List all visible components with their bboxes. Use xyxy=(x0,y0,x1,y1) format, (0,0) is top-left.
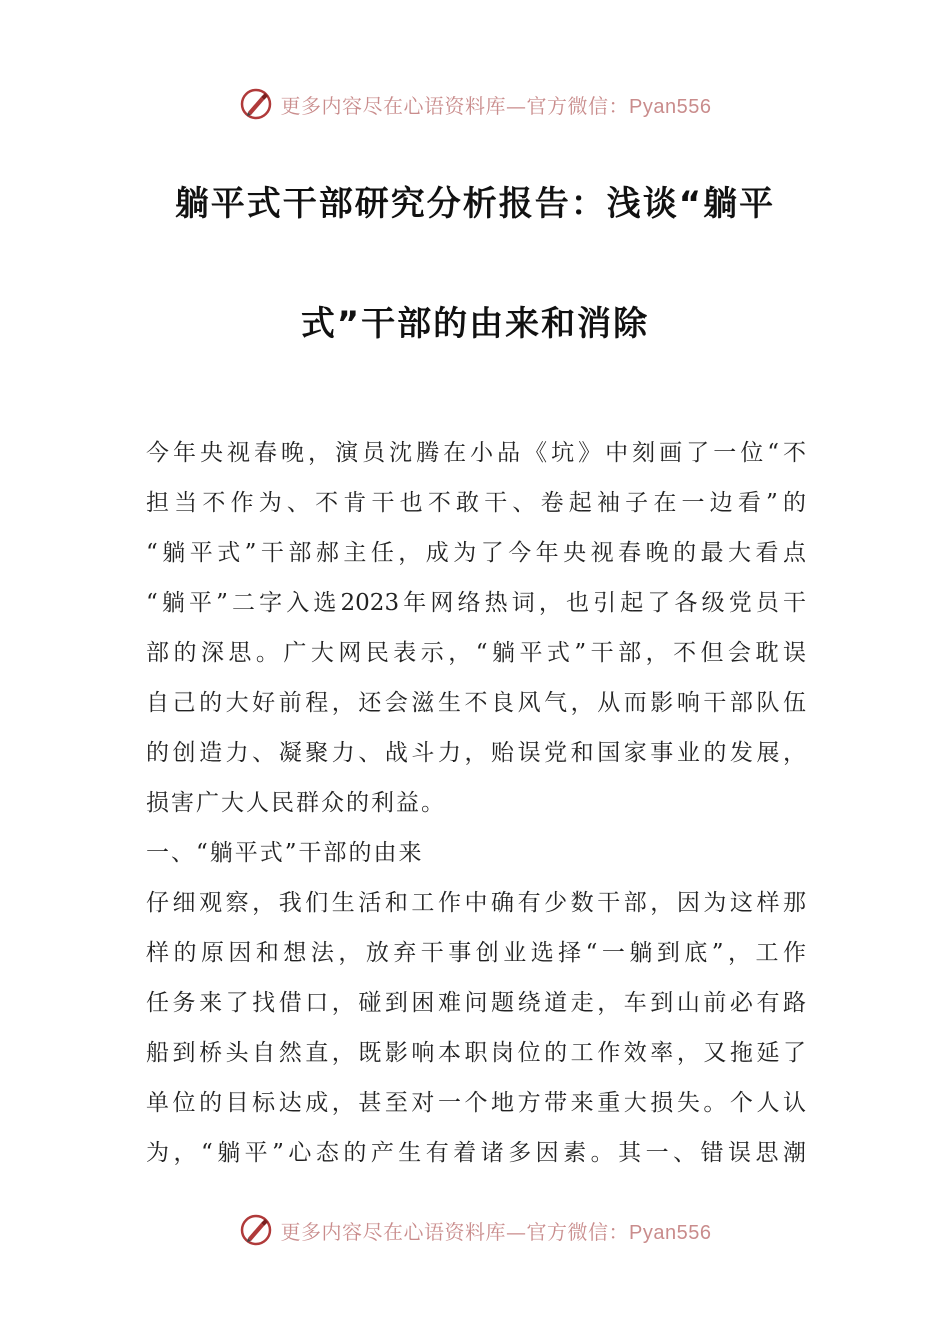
body-line: 损害广大人民群众的利益。 xyxy=(146,790,446,816)
body-line: 部的深思。广大网民表示，“躺平式”干部，不但会耽误 xyxy=(146,640,806,666)
watermark-group xyxy=(239,87,712,121)
body-line: 今年央视春晚，演员沈腾在小品《坑》中刻画了一位“不 xyxy=(146,440,806,466)
document-title-line-1: 躺平式干部研究分析报告：浅谈“躺平 xyxy=(174,184,776,224)
body-line: 单位的目标达成，甚至对一个地方带来重大损失。个人认 xyxy=(146,1090,806,1116)
body-line: 的创造力、凝聚力、战斗力，贻误党和国家事业的发展， xyxy=(146,740,806,766)
header-watermark xyxy=(0,86,950,122)
body-line: 样的原因和想法，放弃干事创业选择“一躺到底”，工作 xyxy=(146,940,806,966)
watermark-text xyxy=(281,1216,712,1245)
body-line: 担当不作为、不肯干也不敢干、卷起袖子在一边看”的 xyxy=(146,490,806,516)
body-line: 任务来了找借口，碰到困难问题绕道走，车到山前必有路 xyxy=(146,990,806,1016)
body-line: 船到桥头自然直，既影响本职岗位的工作效率，又拖延了 xyxy=(146,1040,806,1066)
body-line: “躺平”二字入选2023年网络热词，也引起了各级党员干 xyxy=(146,590,806,616)
body-line: 为，“躺平”心态的产生有着诸多因素。其一、错误思潮 xyxy=(146,1140,806,1166)
watermark-group xyxy=(239,1213,712,1247)
section-heading: 一、“躺平式”干部的由来 xyxy=(146,840,424,866)
watermark-label: 更多内容尽在心语资料库—官方微信： xyxy=(280,1219,630,1244)
document-title-line-2: 式”干部的由来和消除 xyxy=(300,304,650,344)
watermark-text xyxy=(281,90,712,119)
watermark-wechat-id: Pyan556 xyxy=(629,95,712,118)
watermark-label: 更多内容尽在心语资料库—官方微信： xyxy=(280,93,630,118)
watermark-wechat-id: Pyan556 xyxy=(629,1221,712,1244)
pen-logo-icon xyxy=(239,87,273,121)
body-line: 自己的大好前程，还会滋生不良风气，从而影响干部队伍 xyxy=(146,690,806,716)
footer-watermark xyxy=(0,1212,950,1248)
pen-logo-icon xyxy=(239,1213,273,1247)
document-body xyxy=(146,428,806,1178)
body-line: 仔细观察，我们生活和工作中确有少数干部，因为这样那 xyxy=(146,890,806,916)
body-line: “躺平式”干部郝主任，成为了今年央视春晚的最大看点 xyxy=(146,540,806,566)
